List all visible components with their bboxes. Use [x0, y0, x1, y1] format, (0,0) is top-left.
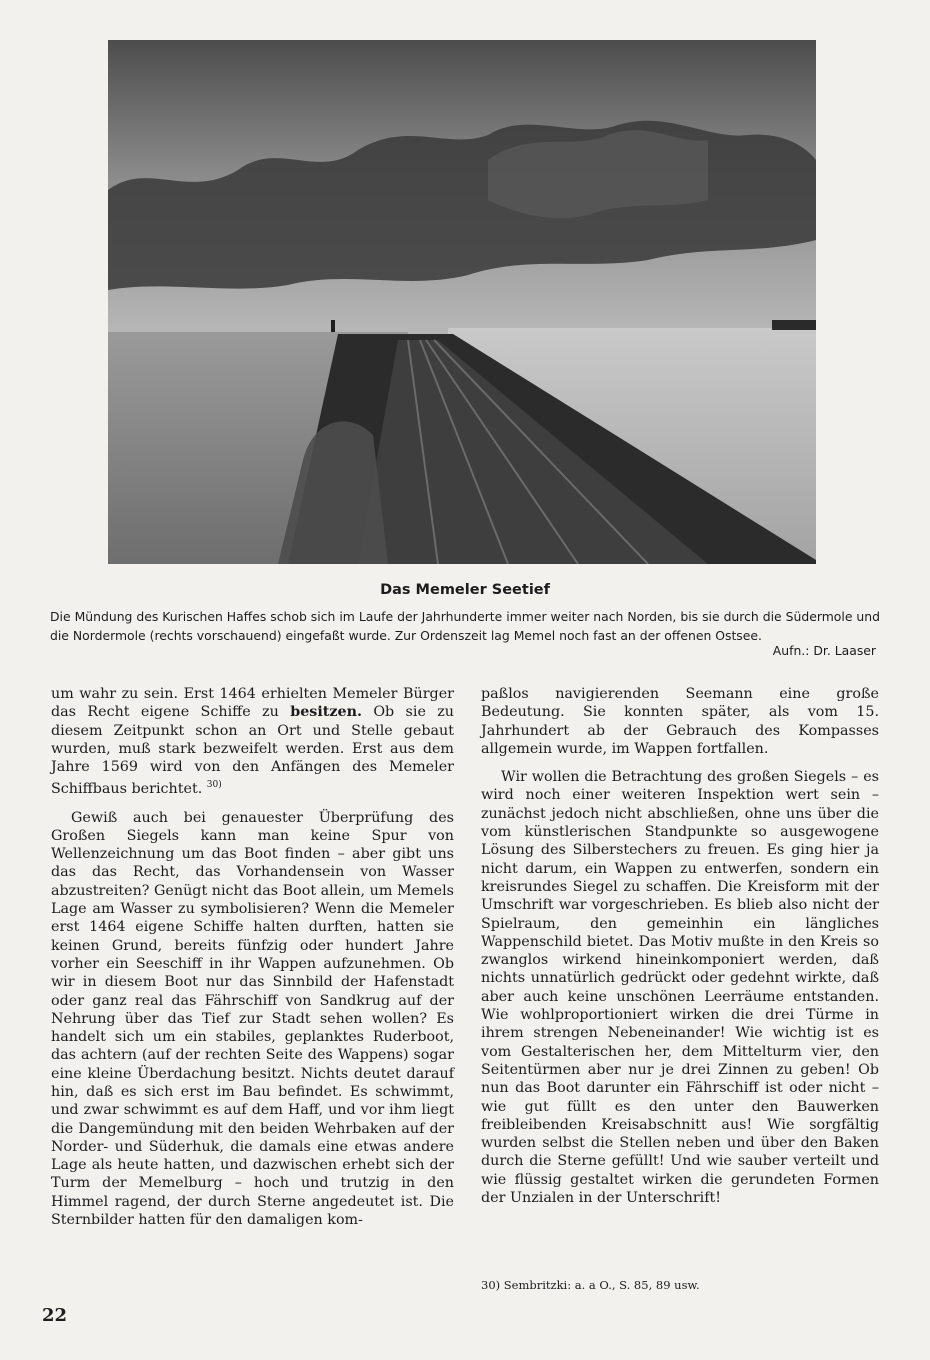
left-paragraph-1-bold: besitzen. [290, 704, 362, 721]
page-number: 22 [42, 1305, 68, 1326]
caption-text: Die Mündung des Kurischen Haffes schob sich im Laufe der Jahrhunderte immer weiter nach Norden, bis sie durch die Südermole und die Nordermole (rechts vorschauend) eingefaßt wurde. Zur Ordenszeit lag Memel noch fast an der offenen Ostsee. [50, 609, 880, 643]
left-paragraph-1-b: Ob sie zu diesem Zeitpunkt schon an Ort und Stelle gebaut wurden, muß stark bezweifelt werden. Erst aus dem Jahre 1569 wird von den Anfängen des Memeler Schiffbaus berichtet. [51, 704, 454, 798]
photo-illustration [108, 40, 816, 564]
right-paragraph-2: Wir wollen die Betrachtung des großen Siegels – es wird noch einer weiteren Inspektion wert sein – zunächst jedoch nicht abschließen, ohne uns über die vom künstlerischen Standpunkte so ausgewogene Lösung des Silberstechers zu freuen. Es ging hier ja nicht darum, ein Wappen zu entwerfen, sondern ein kreisrundes Siegel zu schaffen. Die Kreisform mit der Umschrift war vorgeschrieben. Es blieb also nicht der Spielraum, den gemeinhin ein längliches Wappenschild bietet. Das Motiv mußte in den Kreis so zwanglos wirkend hineinkomponiert werden, daß nichts unnatürlich gedrückt oder gedehnt wirkte, daß aber auch keine unschönen Leerräume entstanden. Wie wohlproportioniert wirken die drei Türme in ihrem strengen Nebeneinander! Wie wichtig ist es vom Gestalterischen her, dem Mittelturm vier, den Seitentürmen aber nur je drei Zinnen zu geben! Ob nun das Boot darunter ein Fährschiff ist oder nicht – wie gut füllt es den unter den Bauwerken freibleibenden Kreisabschnitt aus! Wie sorgfältig wurden selbst die Stellen neben und über den Baken durch die Sterne gefüllt! Und wie sauber verteilt und wie flüssig gestaltet wirken die gerundeten Formen der Unzialen in der Unterschrift! [481, 769, 879, 1207]
photo-credit: Aufn.: Dr. Laaser [772, 643, 876, 658]
left-paragraph-1-a: um wahr zu sein. Erst 1464 erhielten Memeler Bürger das Recht eigene Schiffe zu [51, 686, 454, 721]
right-column [481, 685, 879, 1217]
left-paragraph-2: Gewiß auch bei genauester Überprüfung des Großen Siegels kann man keine Spur von Wellenzeichnung um das Boot finden – aber gibt uns das das Recht, das Vorhandensein von Wasser abzustreiten? Genügt nicht das Boot allein, um Memels Lage am Wasser zu symbolisieren? Wenn die Memeler erst 1464 eigene Schiffe halten durften, hatten sie keinen Grund, bereits fünfzig oder hundert Jahre vorher ein Seeschiff in ihr Wappen aufzunehmen. Ob wir in diesem Boot nur das Sinnbild der Hafenstadt oder ganz real das Fährschiff von Sandkrug auf der Nehrung über das Tief zur Stadt sehen wollen? Es handelt sich um ein stabiles, geplanktes Ruderboot, das achtern (auf der rechten Seite des Wappens) sogar eine kleine Überdachung besitzt. Nichts deutet darauf hin, daß es sich erst im Bau befindet. Es schwimmt, und zwar schwimmt es auf dem Haff, und vor ihm liegt die Dangemündung mit den beiden Wehrbaken auf der Norder- und Süderhuk, die damals eine etwas andere Lage als heute hatten, und dazwischen erhebt sich der Turm der Memelburg – hoch und trutzig in den Himmel ragend, der durch Sterne angedeutet ist. Die Sternbilder hatten für den damaligen kom- [51, 809, 454, 1229]
footnote: 30) Sembritzki: a. a O., S. 85, 89 usw. [481, 1278, 700, 1292]
left-paragraph-1 [51, 685, 454, 799]
harbor-mole-photo [108, 40, 816, 564]
beacon-marker [331, 320, 335, 332]
footnote-reference: 30) [206, 780, 222, 791]
caption-title: Das Memeler Seetief [380, 582, 550, 598]
north-mole-distant [772, 320, 816, 330]
right-paragraph-1: paßlos navigierenden Seemann eine große Bedeutung. Sie konnten später, als vom 15. Jahrhundert ab der Gebrauch des Kompasses allgemein wurde, im Wappen fortfallen. [481, 686, 879, 757]
left-column [51, 685, 454, 1239]
